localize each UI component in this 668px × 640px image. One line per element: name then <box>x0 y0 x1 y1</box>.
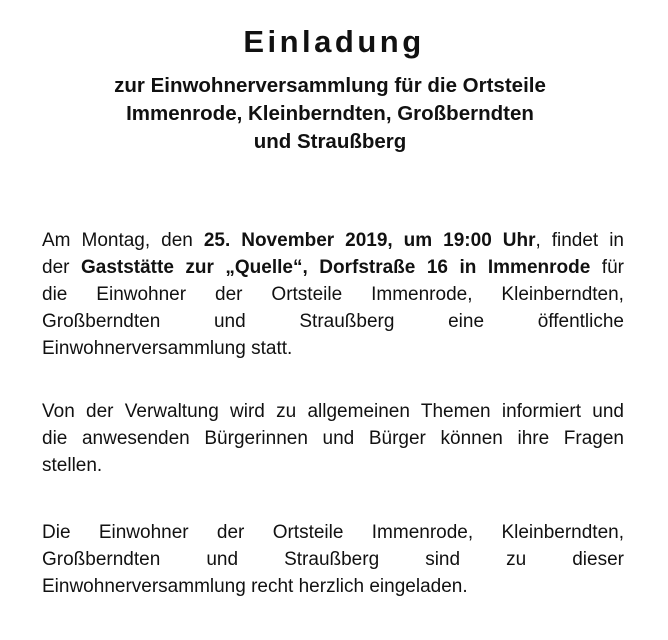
paragraph-line: stellen. <box>42 455 103 476</box>
word: sind <box>425 549 461 570</box>
paragraph-line <box>42 546 624 573</box>
text-run: Am Montag, den <box>42 230 204 251</box>
word: Kleinberndten, <box>501 284 624 305</box>
word: zu <box>506 549 527 570</box>
word: Einwohner <box>98 522 189 543</box>
paragraph-line: die anwesenden Bürgerinnen und Bürger können ihre Fragen <box>42 428 624 449</box>
paragraph-line: Von der Verwaltung wird zu allgemeinen Themen informiert und <box>42 401 624 422</box>
word: Immenrode, <box>371 522 474 543</box>
subtitle-line: und Straußberg <box>253 130 407 153</box>
text-run: , findet in <box>535 230 624 251</box>
paragraph-line <box>42 519 624 546</box>
word: und <box>206 549 239 570</box>
word: Großberndten <box>42 549 161 570</box>
event-location: Gaststätte zur „Quelle“, Dorfstraße 16 in Immenrode <box>80 257 591 278</box>
word: Straußberg <box>284 549 380 570</box>
paragraph-line: Einwohnerversammlung statt. <box>42 338 293 359</box>
event-date-time: 25. November 2019, um 19:00 Uhr <box>203 230 536 251</box>
word: dieser <box>572 549 624 570</box>
word: Großberndten <box>42 311 161 332</box>
word: eine <box>448 311 485 332</box>
word: der <box>216 522 245 543</box>
paragraph-line: Einwohnerversammlung recht herzlich eingeladen. <box>42 576 468 597</box>
paragraph-line <box>42 308 624 335</box>
word: Ortsteile <box>272 522 344 543</box>
subtitle-line: Immenrode, Kleinberndten, Großberndten <box>126 102 534 125</box>
document-title: Einladung <box>243 24 425 59</box>
word: Kleinberndten, <box>501 522 624 543</box>
word: und <box>213 311 246 332</box>
paragraph-information <box>42 398 624 479</box>
word: der <box>215 284 243 305</box>
word: Straußberg <box>299 311 395 332</box>
document-subtitle <box>60 72 600 156</box>
word: öffentliche <box>537 311 624 332</box>
subtitle-line: zur Einwohnerversammlung für die Ortsteile <box>114 74 546 97</box>
paragraph-line <box>42 281 624 308</box>
paragraph-invitation <box>42 519 624 600</box>
paragraph-line <box>42 254 624 281</box>
paragraph-line <box>42 227 624 254</box>
word: Ortsteile <box>271 284 343 305</box>
word: Immenrode, <box>371 284 473 305</box>
word: Einwohner <box>96 284 187 305</box>
word: Die <box>42 522 71 543</box>
text-run: der <box>42 257 81 278</box>
word: die <box>42 284 68 305</box>
paragraph-event-details <box>42 227 624 362</box>
text-run: für <box>590 257 624 278</box>
